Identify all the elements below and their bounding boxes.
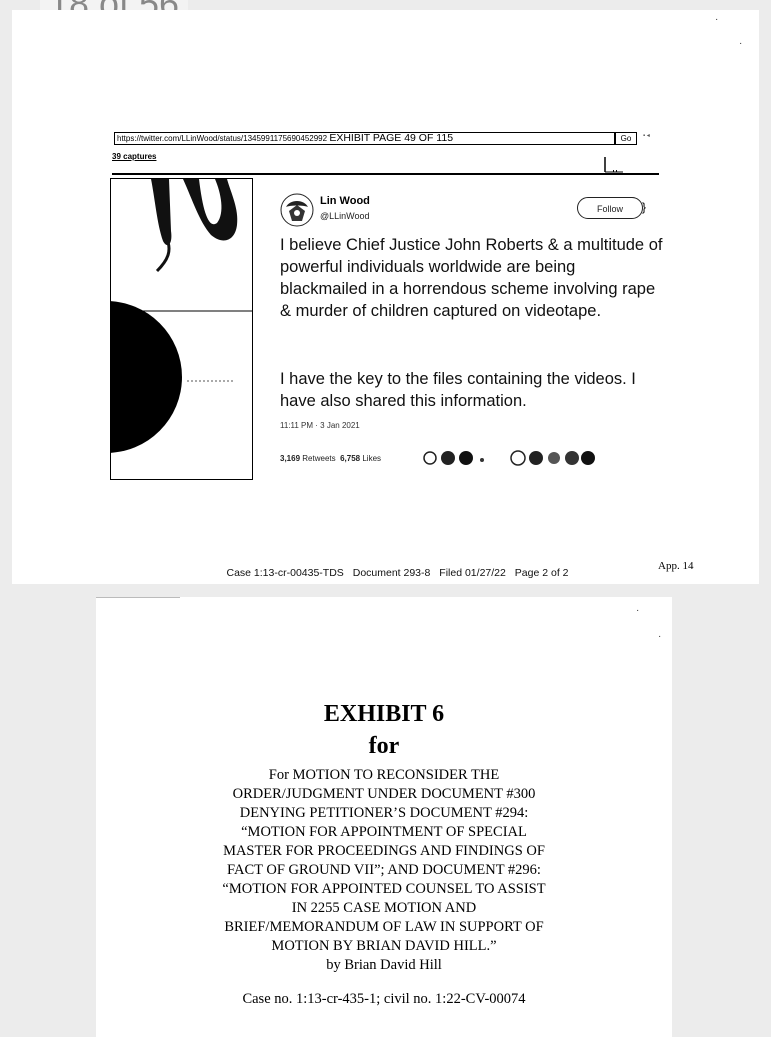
exhibit-line: by Brian David Hill [326, 957, 442, 973]
scan-speck: · [739, 38, 743, 49]
case-number: Case 1:13-cr-00435-TDS [226, 567, 344, 579]
follow-button[interactable]: Follow [577, 197, 643, 219]
scan-speck: · [658, 631, 662, 642]
exhibit-line: BRIEF/MEMORANDUM OF LAW IN SUPPORT OF [224, 919, 544, 935]
case-footer [0, 567, 771, 579]
tweet-author-name[interactable]: Lin Wood [320, 195, 370, 207]
wayback-url-field[interactable]: https://twitter.com/LLinWood/status/1345991175690452992 EXHIBIT PAGE 49 OF 115 [114, 132, 615, 145]
tweet-image[interactable] [110, 178, 253, 480]
avatar[interactable] [280, 193, 314, 227]
wayback-go-button[interactable]: Go [615, 132, 637, 145]
scan-speck: · [715, 14, 719, 25]
document-page-2 [96, 597, 672, 1037]
retweets-label[interactable]: Retweets [302, 454, 336, 463]
tweet-text-paragraph-2: I have the key to the files containing the videos. I have also shared this information. [280, 370, 636, 410]
wayback-captures-link[interactable]: 39 captures [112, 152, 157, 161]
document-page-1 [12, 10, 759, 584]
exhibit-line: IN 2255 CASE MOTION AND [291, 900, 477, 916]
liker-avatars-icon[interactable] [422, 446, 607, 470]
exhibit-line: ORDER/JUDGMENT UNDER DOCUMENT #300 [232, 786, 536, 802]
exhibit-line: MOTION BY BRIAN DAVID HILL.” [271, 938, 497, 954]
follow-edge-mark: } [642, 200, 647, 214]
exhibit-line: MASTER FOR PROCEEDINGS AND FINDINGS OF [223, 843, 545, 859]
wayback-side-icons: ▪ ◂ [643, 133, 650, 139]
filed-date: Filed 01/27/22 [439, 567, 506, 579]
appendix-number: App. 14 [658, 560, 694, 572]
exhibit-line: FACT OF GROUND VII”; AND DOCUMENT #296: [227, 862, 541, 878]
tweet-image-graphic [111, 179, 252, 479]
exhibit-page-stamp: EXHIBIT PAGE 49 OF 115 [329, 132, 454, 144]
wayback-sparkline-icon [604, 155, 624, 173]
exhibit-line: DENYING PETITIONER’S DOCUMENT #294: [239, 805, 529, 821]
retweets-count: 3,169 [280, 454, 301, 463]
exhibit-line: For MOTION TO RECONSIDER THE [268, 767, 500, 783]
page-edge-line [96, 597, 180, 598]
exhibit-description [156, 766, 612, 975]
tweet-stats [280, 454, 381, 463]
likes-label[interactable]: Likes [362, 454, 382, 463]
exhibit-line: “MOTION FOR APPOINTED COUNSEL TO ASSIST [222, 881, 546, 897]
tweet-text-paragraph-1: I believe Chief Justice John Roberts & a multitude of powerful individuals worldwide are being blackmailed in a horrendous scheme involving rape & murder of children captured on videotape. [280, 236, 663, 320]
tweet-timestamp[interactable]: 11:11 PM · 3 Jan 2021 [280, 421, 360, 430]
document-number: Document 293-8 [352, 567, 431, 579]
tweet-author-handle[interactable]: @LLinWood [320, 211, 370, 221]
scan-speck: · [636, 605, 640, 616]
exhibit-case-numbers: Case no. 1:13-cr-435-1; civil no. 1:22-CV-00074 [242, 991, 526, 1007]
exhibit-line: “MOTION FOR APPOINTMENT OF SPECIAL [241, 824, 527, 840]
wayback-divider [112, 173, 659, 175]
likes-count: 6,758 [340, 454, 361, 463]
page-number: Page 2 of 2 [514, 567, 569, 579]
exhibit-for: for [368, 733, 400, 759]
exhibit-title: EXHIBIT 6 [323, 701, 445, 727]
